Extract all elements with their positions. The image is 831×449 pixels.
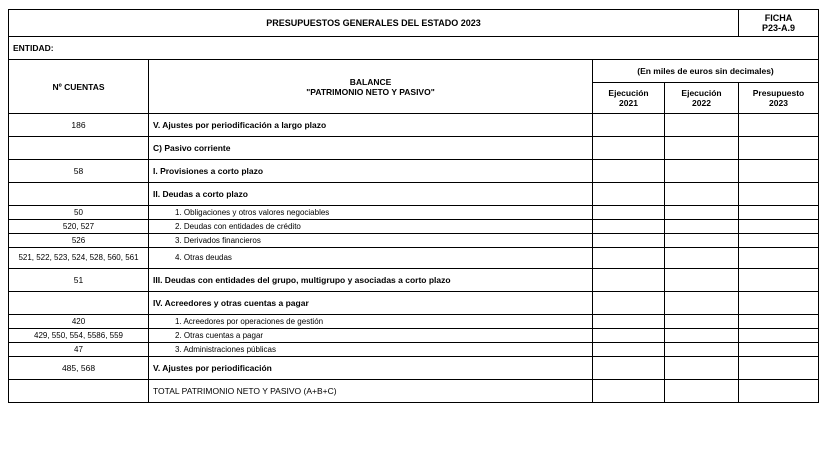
value-2021[interactable] xyxy=(593,292,665,315)
value-2021[interactable] xyxy=(593,248,665,269)
account-numbers: 51 xyxy=(9,269,149,292)
ficha-cell xyxy=(739,10,819,37)
value-2023[interactable] xyxy=(739,343,819,357)
value-2022[interactable] xyxy=(665,248,739,269)
value-2022[interactable] xyxy=(665,357,739,380)
table-row xyxy=(9,183,819,206)
value-2022[interactable] xyxy=(665,315,739,329)
account-numbers: 526 xyxy=(9,234,149,248)
row-label: 3. Administraciones públicas xyxy=(149,343,593,357)
column-header-cuentas: Nº CUENTAS xyxy=(9,60,149,114)
row-label: III. Deudas con entidades del grupo, multigrupo y asociadas a corto plazo xyxy=(149,269,593,292)
column-header-2023 xyxy=(739,83,819,114)
account-numbers xyxy=(9,137,149,160)
ficha-label: FICHA xyxy=(764,13,793,23)
column-header-2022 xyxy=(665,83,739,114)
column-header-2021-label: Ejecución xyxy=(608,88,649,98)
value-2022[interactable] xyxy=(665,292,739,315)
value-2023[interactable] xyxy=(739,248,819,269)
row-label: I. Provisiones a corto plazo xyxy=(149,160,593,183)
value-2023[interactable] xyxy=(739,114,819,137)
account-numbers: 520, 527 xyxy=(9,220,149,234)
value-2022[interactable] xyxy=(665,269,739,292)
row-label: 1. Acreedores por operaciones de gestión xyxy=(149,315,593,329)
value-2021[interactable] xyxy=(593,206,665,220)
column-header-2023-label: Presupuesto xyxy=(752,88,805,98)
value-2021[interactable] xyxy=(593,329,665,343)
value-2023[interactable] xyxy=(739,183,819,206)
value-2021[interactable] xyxy=(593,357,665,380)
value-2022[interactable] xyxy=(665,343,739,357)
value-2023[interactable] xyxy=(739,220,819,234)
row-label: 4. Otras deudas xyxy=(149,248,593,269)
units-note: (En miles de euros sin decimales) xyxy=(593,60,819,83)
account-numbers: 521, 522, 523, 524, 528, 560, 561 xyxy=(9,248,149,269)
table-row xyxy=(9,206,819,220)
value-2023[interactable] xyxy=(739,380,819,403)
value-2022[interactable] xyxy=(665,380,739,403)
account-numbers: 429, 550, 554, 5586, 559 xyxy=(9,329,149,343)
value-2023[interactable] xyxy=(739,292,819,315)
value-2022[interactable] xyxy=(665,137,739,160)
account-numbers: 485, 568 xyxy=(9,357,149,380)
account-numbers: 58 xyxy=(9,160,149,183)
column-header-2022-label: Ejecución xyxy=(681,88,722,98)
table-row xyxy=(9,137,819,160)
row-label: V. Ajustes por periodificación a largo plazo xyxy=(149,114,593,137)
value-2022[interactable] xyxy=(665,329,739,343)
value-2023[interactable] xyxy=(739,137,819,160)
row-label: 1. Obligaciones y otros valores negociables xyxy=(149,206,593,220)
value-2022[interactable] xyxy=(665,206,739,220)
title-row xyxy=(9,10,819,37)
account-numbers: 50 xyxy=(9,206,149,220)
table-row xyxy=(9,380,819,403)
balance-title: BALANCE xyxy=(349,76,392,87)
value-2021[interactable] xyxy=(593,234,665,248)
table-row xyxy=(9,269,819,292)
value-2022[interactable] xyxy=(665,234,739,248)
table-row xyxy=(9,329,819,343)
column-header-2022-year: 2022 xyxy=(692,98,711,108)
header-row xyxy=(9,60,819,83)
value-2023[interactable] xyxy=(739,357,819,380)
value-2023[interactable] xyxy=(739,160,819,183)
value-2021[interactable] xyxy=(593,343,665,357)
balance-table xyxy=(8,9,819,403)
value-2023[interactable] xyxy=(739,206,819,220)
value-2021[interactable] xyxy=(593,114,665,137)
value-2021[interactable] xyxy=(593,380,665,403)
balance-subtitle: "PATRIMONIO NETO Y PASIVO" xyxy=(306,86,435,97)
value-2021[interactable] xyxy=(593,315,665,329)
value-2022[interactable] xyxy=(665,183,739,206)
column-header-2021-year: 2021 xyxy=(619,98,638,108)
table-row xyxy=(9,343,819,357)
value-2021[interactable] xyxy=(593,220,665,234)
row-label: 2. Otras cuentas a pagar xyxy=(149,329,593,343)
entidad-row xyxy=(9,37,819,60)
account-numbers xyxy=(9,292,149,315)
column-header-balance xyxy=(149,60,593,114)
row-label: II. Deudas a corto plazo xyxy=(149,183,593,206)
value-2023[interactable] xyxy=(739,315,819,329)
page-title: PRESUPUESTOS GENERALES DEL ESTADO 2023 xyxy=(9,10,739,37)
value-2022[interactable] xyxy=(665,114,739,137)
table-row xyxy=(9,292,819,315)
value-2021[interactable] xyxy=(593,160,665,183)
value-2021[interactable] xyxy=(593,183,665,206)
column-header-2023-year: 2023 xyxy=(769,98,788,108)
value-2021[interactable] xyxy=(593,137,665,160)
account-numbers: 47 xyxy=(9,343,149,357)
entidad-label: ENTIDAD: xyxy=(9,37,819,60)
account-numbers xyxy=(9,183,149,206)
value-2023[interactable] xyxy=(739,329,819,343)
budget-form xyxy=(8,9,818,403)
value-2023[interactable] xyxy=(739,269,819,292)
row-label: 3. Derivados financieros xyxy=(149,234,593,248)
value-2022[interactable] xyxy=(665,160,739,183)
row-label: TOTAL PATRIMONIO NETO Y PASIVO (A+B+C) xyxy=(149,380,593,403)
table-row xyxy=(9,315,819,329)
table-row xyxy=(9,220,819,234)
account-numbers: 420 xyxy=(9,315,149,329)
row-label: 2. Deudas con entidades de crédito xyxy=(149,220,593,234)
table-row xyxy=(9,357,819,380)
table-row xyxy=(9,114,819,137)
row-label: IV. Acreedores y otras cuentas a pagar xyxy=(149,292,593,315)
row-label: C) Pasivo corriente xyxy=(149,137,593,160)
table-row xyxy=(9,234,819,248)
value-2023[interactable] xyxy=(739,234,819,248)
table-row xyxy=(9,248,819,269)
value-2022[interactable] xyxy=(665,220,739,234)
account-numbers xyxy=(9,380,149,403)
account-numbers: 186 xyxy=(9,114,149,137)
row-label: V. Ajustes por periodificación xyxy=(149,357,593,380)
table-row xyxy=(9,160,819,183)
column-header-2021 xyxy=(593,83,665,114)
value-2021[interactable] xyxy=(593,269,665,292)
ficha-code: P23-A.9 xyxy=(761,23,796,33)
